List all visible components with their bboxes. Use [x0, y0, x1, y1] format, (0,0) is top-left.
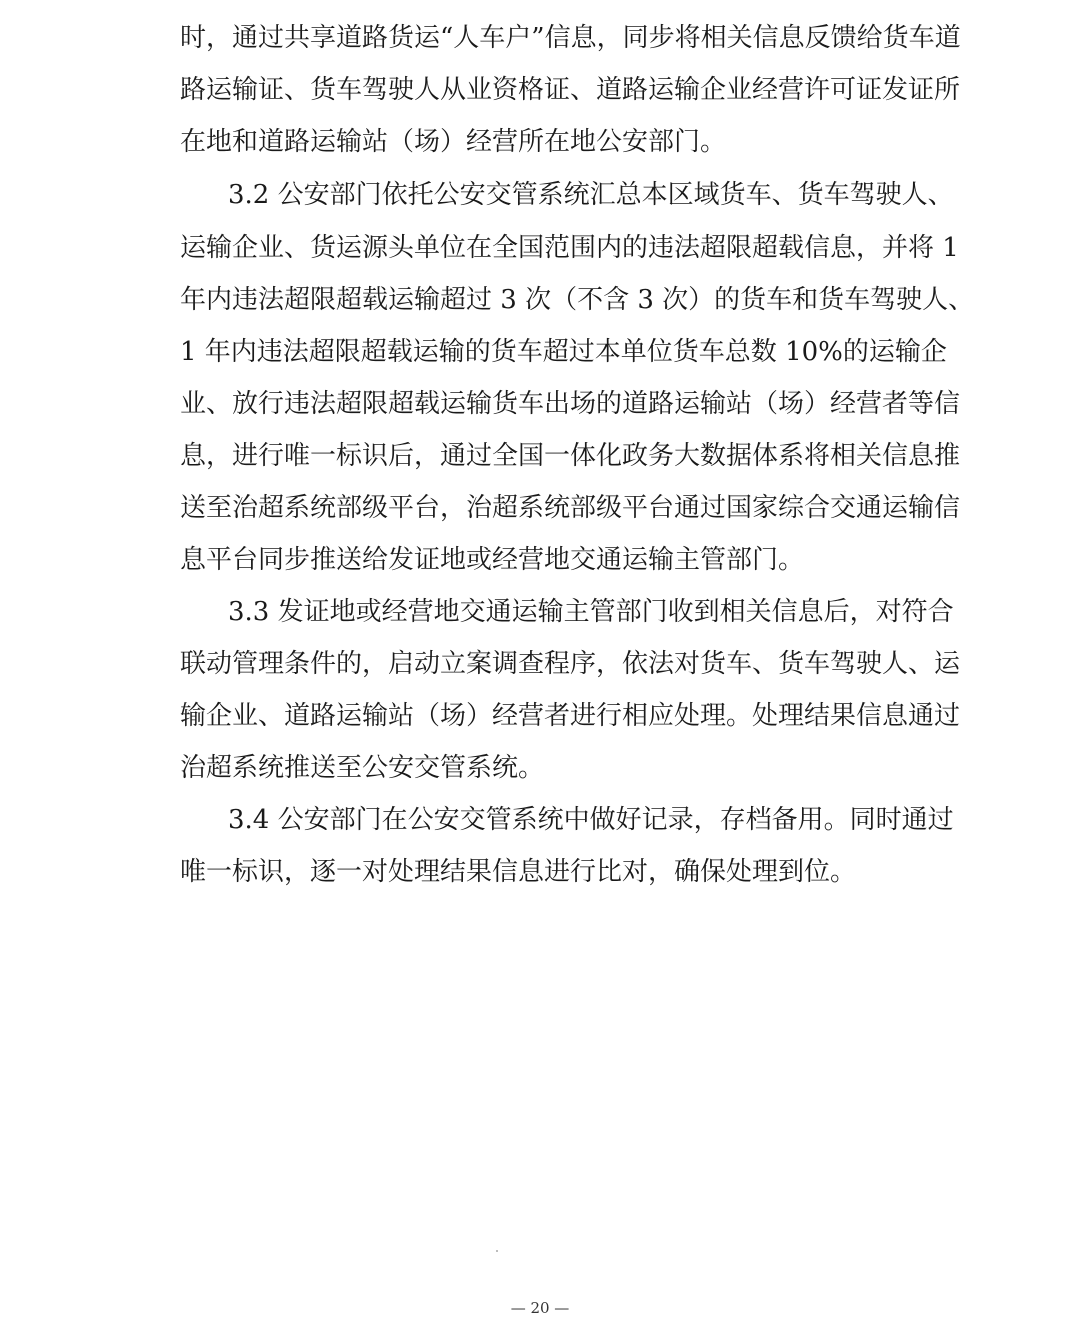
text-line: 在地和道路运输站（场）经营所在地公安部门。: [180, 127, 727, 157]
text-line: 送至治超系统部级平台，治超系统部级平台通过国家综合交通运输信: [180, 493, 961, 523]
text-line: 时，通过共享道路货运“人车户”信息，同步将相关信息反馈给货车道: [180, 23, 961, 53]
paragraph-3-2-first-line: 3.2 公安部门依托公安交管系统汇总本区域货车、货车驾驶人、: [228, 180, 954, 210]
text-line: 唯一标识，逐一对处理结果信息进行比对，确保处理到位。: [180, 857, 857, 887]
text-line: 年内违法超限超载运输超过 3 次（不含 3 次）的货车和货车驾驶人、: [180, 285, 975, 315]
page-number: — 20 —: [510, 1299, 570, 1317]
text-line: 业、放行违法超限超载运输货车出场的道路运输站（场）经营者等信: [180, 389, 961, 419]
paragraph-3-3-first-line: 3.3 发证地或经营地交通运输主管部门收到相关信息后，对符合: [228, 597, 954, 627]
text-line: 1 年内违法超限超载运输的货车超过本单位货车总数 10%的运输企: [180, 337, 947, 367]
paragraph-3-4-first-line: 3.4 公安部门在公安交管系统中做好记录，存档备用。同时通过: [228, 805, 954, 835]
text-line: 路运输证、货车驾驶人从业资格证、道路运输企业经营许可证发证所: [180, 75, 961, 105]
text-line: 联动管理条件的，启动立案调查程序，依法对货车、货车驾驶人、运: [180, 649, 961, 679]
text-line: 治超系统推送至公安交管系统。: [180, 753, 545, 783]
text-line: 运输企业、货运源头单位在全国范围内的违法超限超载信息，并将 1: [180, 233, 959, 263]
text-line: 息平台同步推送给发证地或经营地交通运输主管部门。: [180, 545, 805, 575]
text-line: 输企业、道路运输站（场）经营者进行相应处理。处理结果信息通过: [180, 701, 961, 731]
scan-speck: [496, 1250, 498, 1252]
text-line: 息，进行唯一标识后，通过全国一体化政务大数据体系将相关信息推: [180, 441, 961, 471]
